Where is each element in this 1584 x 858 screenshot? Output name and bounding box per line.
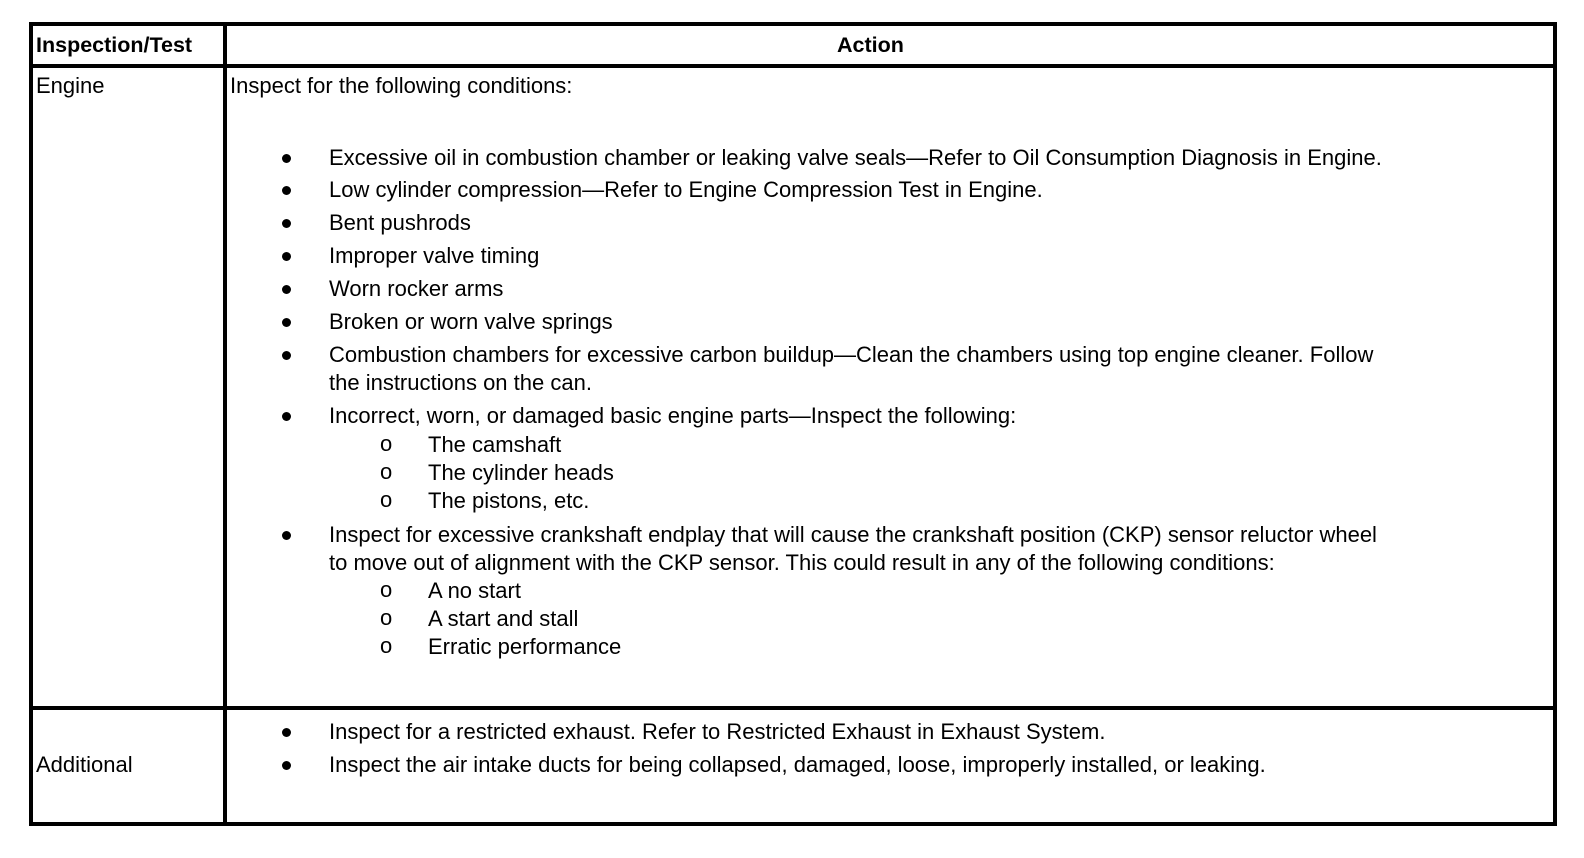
list-item: Inspect for a restricted exhaust. Refer to Restricted Exhaust in Exhaust System. [329, 719, 1106, 744]
bullet-icon [282, 531, 291, 540]
bullet-icon [282, 154, 291, 163]
bullet-icon [282, 252, 291, 261]
sub-list-item: The pistons, etc. [428, 488, 590, 513]
row-divider [29, 706, 1557, 710]
header-action: Action [837, 33, 904, 57]
list-item-continuation: the instructions on the can. [329, 370, 592, 395]
list-item: Combustion chambers for excessive carbon buildup—Clean the chambers using top engine cleaner. Follow [329, 342, 1374, 367]
sub-bullet-icon: o [380, 605, 393, 630]
bullet-icon [282, 351, 291, 360]
header-divider [29, 64, 1557, 68]
list-item: Excessive oil in combustion chamber or leaking valve seals—Refer to Oil Consumption Diagnosis in Engine. [329, 145, 1382, 170]
list-item: Broken or worn valve springs [329, 309, 613, 334]
list-item: Inspect for excessive crankshaft endplay that will cause the crankshaft position (CKP) sensor reluctor wheel [329, 522, 1377, 547]
bullet-icon [282, 318, 291, 327]
sub-list-item: The camshaft [428, 432, 562, 457]
row-label-additional: Additional [36, 752, 133, 777]
sub-list-item: Erratic performance [428, 634, 622, 659]
row-label-engine: Engine [36, 73, 105, 98]
sub-list-item: A no start [428, 578, 521, 603]
sub-bullet-icon: o [380, 487, 393, 512]
list-item: Inspect the air intake ducts for being collapsed, damaged, loose, improperly installed, or leaking. [329, 752, 1266, 777]
list-item: Incorrect, worn, or damaged basic engine parts—Inspect the following: [329, 403, 1017, 428]
bullet-icon [282, 186, 291, 195]
list-item-continuation: to move out of alignment with the CKP sensor. This could result in any of the following conditions: [329, 550, 1275, 575]
sub-bullet-icon: o [380, 577, 393, 602]
bullet-icon [282, 728, 291, 737]
list-item: Bent pushrods [329, 210, 471, 235]
bullet-icon [282, 761, 291, 770]
engine-intro: Inspect for the following conditions: [230, 73, 573, 98]
list-item: Worn rocker arms [329, 276, 504, 301]
sub-bullet-icon: o [380, 633, 393, 658]
sub-list-item: A start and stall [428, 606, 579, 631]
sub-bullet-icon: o [380, 431, 393, 456]
list-item: Low cylinder compression—Refer to Engine Compression Test in Engine. [329, 177, 1043, 202]
header-inspection-test: Inspection/Test [36, 33, 193, 57]
sub-bullet-icon: o [380, 459, 393, 484]
sub-list-item: The cylinder heads [428, 460, 614, 485]
bullet-icon [282, 412, 291, 421]
bullet-icon [282, 285, 291, 294]
list-item: Improper valve timing [329, 243, 540, 268]
bullet-icon [282, 219, 291, 228]
